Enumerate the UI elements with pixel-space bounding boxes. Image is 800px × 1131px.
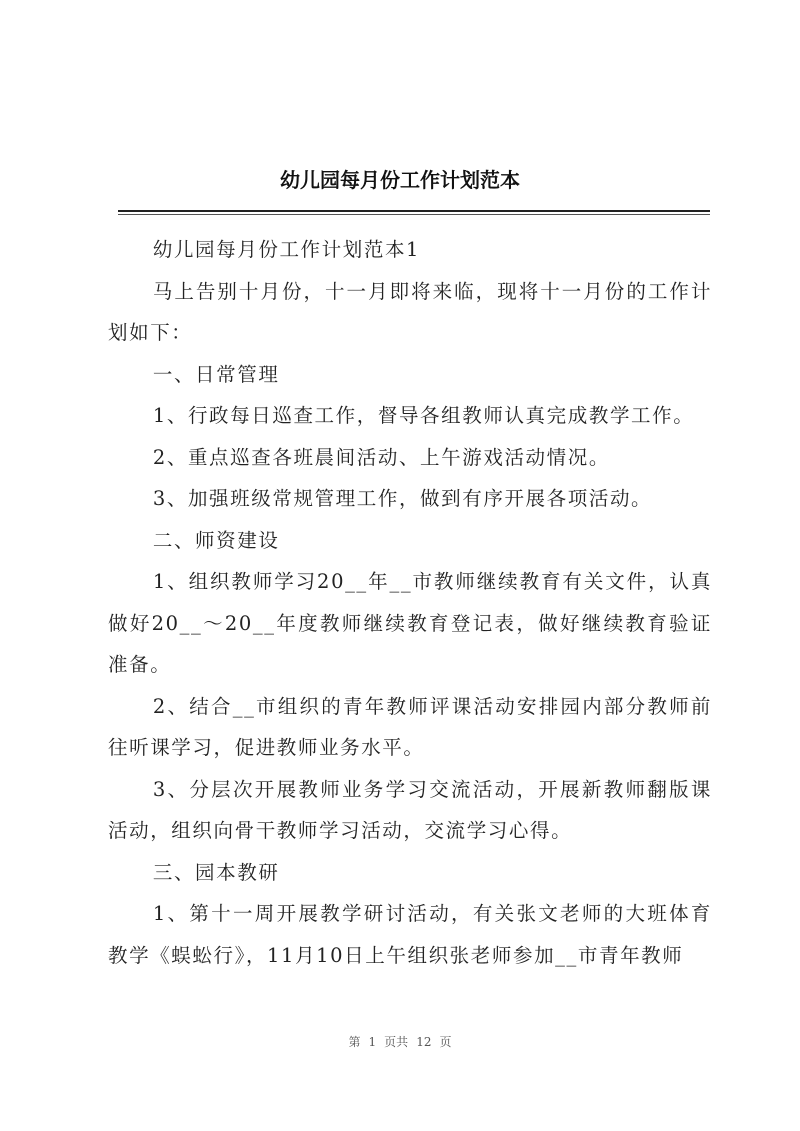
- footer-total-pages: 12: [416, 1035, 432, 1049]
- footer-suffix: 页: [439, 1035, 452, 1049]
- paragraph-item: 2、结合__市组织的青年教师评课活动安排园内部分教师前往听课学习，促进教师业务水平。: [108, 694, 712, 759]
- paragraph-item: 1、行政每日巡查工作，督导各组教师认真完成教学工作。: [152, 404, 695, 427]
- paragraph-item: 3、分层次开展教师业务学习交流活动，开展新教师翻版课活动，组织向骨干教师学习活动，交流学习心得。: [108, 777, 712, 842]
- section-heading-teacher-development: 二、师资建设: [152, 528, 280, 552]
- paragraph-item: 2、重点巡查各班晨间活动、上午游戏活动情况。: [152, 445, 610, 469]
- paragraph-item: 1、组织教师学习20__年__市教师继续教育有关文件，认真做好20__～20__年度教师继续教育登记表，做好继续教育验证准备。: [108, 570, 712, 676]
- section-heading-daily-management: 一、日常管理: [152, 362, 280, 386]
- footer-middle: 页共: [384, 1035, 409, 1049]
- document-body: [108, 229, 712, 976]
- footer-current-page: 1: [368, 1035, 377, 1049]
- title-divider: [118, 210, 710, 212]
- section-heading-school-research: 三、园本教研: [152, 860, 280, 884]
- paragraph-intro: 马上告别十月份，十一月即将来临，现将十一月份的工作计划如下：: [108, 279, 712, 344]
- page-footer: [0, 1033, 800, 1050]
- document-title: 幼儿园每月份工作计划范本: [280, 168, 520, 192]
- paragraph-item: 1、第十一周开展教学研讨活动，有关张文老师的大班体育教学《蜈蚣行》，11月10日上午组织张老师参加__市青年教师: [108, 902, 712, 967]
- paragraph-subtitle: 幼儿园每月份工作计划范本1: [152, 238, 421, 261]
- title-divider-thin: [118, 214, 710, 215]
- footer-prefix: 第: [348, 1035, 361, 1049]
- paragraph-item: 3、加强班级常规管理工作，做到有序开展各项活动。: [152, 487, 653, 510]
